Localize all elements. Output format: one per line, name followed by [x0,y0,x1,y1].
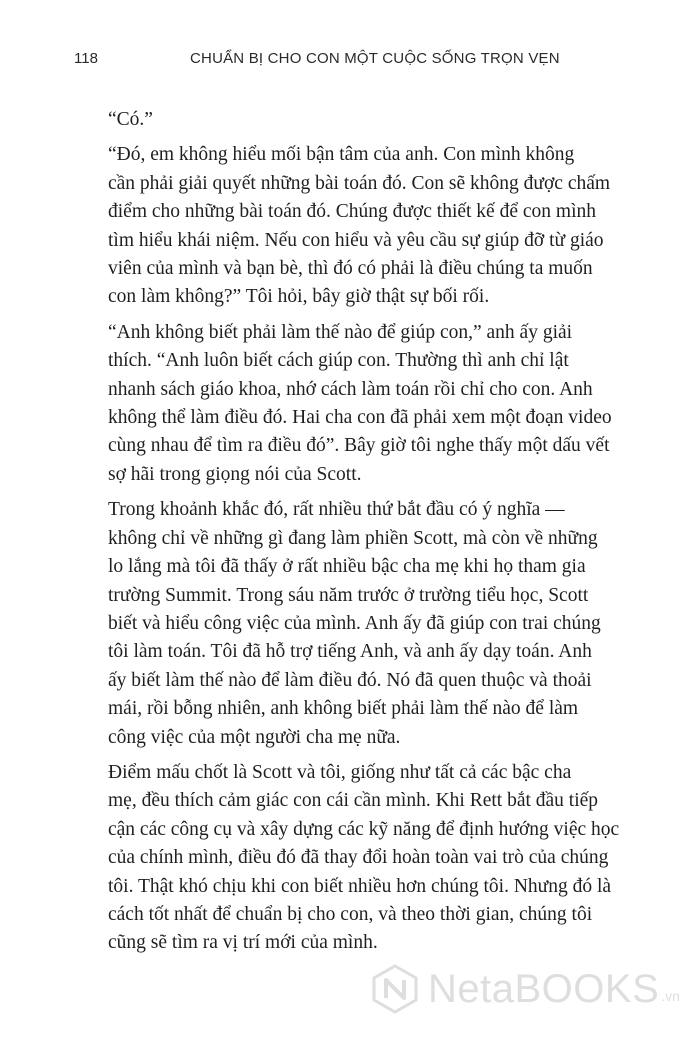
text-line: “Có.” [108,109,153,130]
page-header [74,50,640,74]
text-line: tôi. Thật khó chịu khi con biết nhiều hơn chúng tôi. Nhưng đó là [108,875,612,897]
watermark-suffix: .vn [661,988,680,1004]
text-line: con làm không?” Tôi hỏi, bây giờ thật sự bối rối. [108,286,490,308]
text-line: lo lắng mà tôi đã thấy ở rất nhiều bậc cha mẹ khi họ tham gia [108,556,586,578]
text-line: sợ hãi trong giọng nói của Scott. [108,463,362,485]
paragraph [108,141,618,311]
text-line: điểm cho những bài toán đó. Chúng được thiết kế để con mình [108,201,596,223]
text-line: nhanh sách giáo khoa, nhớ cách làm toán rồi chỉ cho con. Anh [108,378,593,400]
netabooks-logo-icon [370,964,420,1014]
text-line: “Anh không biết phải làm thế nào để giúp con,” anh ấy giải [108,321,573,343]
page-number: 118 [74,50,98,67]
paragraph [108,759,618,958]
text-line: “Đó, em không hiểu mối bận tâm của anh. Con mình không [108,144,575,166]
text-line: không chỉ về những gì đang làm phiền Scott, mà còn về những [108,527,598,549]
text-line: thích. “Anh luôn biết cách giúp con. Thường thì anh chỉ lật [108,350,569,372]
paragraph [108,496,618,752]
text-line: viên của mình và bạn bè, thì đó có phải là điều chúng ta muốn [108,258,593,280]
text-line: Điểm mấu chốt là Scott và tôi, giống như tất cả các bậc cha [108,761,572,783]
body-text [108,106,618,965]
text-line: mẹ, đều thích cảm giác con cái cần mình. Khi Rett bắt đầu tiếp [108,790,599,812]
text-line: tìm hiểu khái niệm. Nếu con hiểu và yêu cầu sự giúp đỡ từ giáo [108,229,604,251]
text-line: không thể làm điều đó. Hai cha con đã phải xem một đoạn video [108,407,612,429]
text-line: ấy biết làm thế nào để làm điều đó. Nó đã quen thuộc và thoải [108,669,592,691]
text-line: Trong khoảnh khắc đó, rất nhiều thứ bắt đầu có ý nghĩa — [108,499,565,521]
text-line: cùng nhau để tìm ra điều đó”. Bây giờ tôi nghe thấy một dấu vết [108,435,610,457]
text-line: cách tốt nhất để chuẩn bị cho con, và theo thời gian, chúng tôi [108,903,593,925]
text-line: cũng sẽ tìm ra vị trí mới của mình. [108,932,378,954]
text-line: cận các công cụ và xây dựng các kỹ năng để định hướng việc học [108,818,620,840]
text-line: tôi làm toán. Tôi đã hỗ trợ tiếng Anh, và anh ấy dạy toán. Anh [108,641,592,663]
text-line: mái, rồi bỗng nhiên, anh không biết phải làm thế nào để làm [108,698,579,720]
text-line: biết và hiểu công việc của mình. Anh ấy đã giúp con trai chúng [108,612,601,634]
paragraph [108,106,618,134]
text-line: công việc của một người cha mẹ nữa. [108,726,401,748]
text-line: cần phải giải quyết những bài toán đó. Con sẽ không được chấm [108,172,611,194]
watermark-text: NetaBOOKS [428,966,660,1011]
running-head: CHUẨN BỊ CHO CON MỘT CUỘC SỐNG TRỌN VẸN [190,50,560,67]
text-line: của chính mình, điều đó đã thay đổi hoàn toàn vai trò của chúng [108,847,609,869]
watermark [370,962,680,1016]
text-line: trường Summit. Trong sáu năm trước ở trường tiểu học, Scott [108,584,589,606]
paragraph [108,319,618,489]
